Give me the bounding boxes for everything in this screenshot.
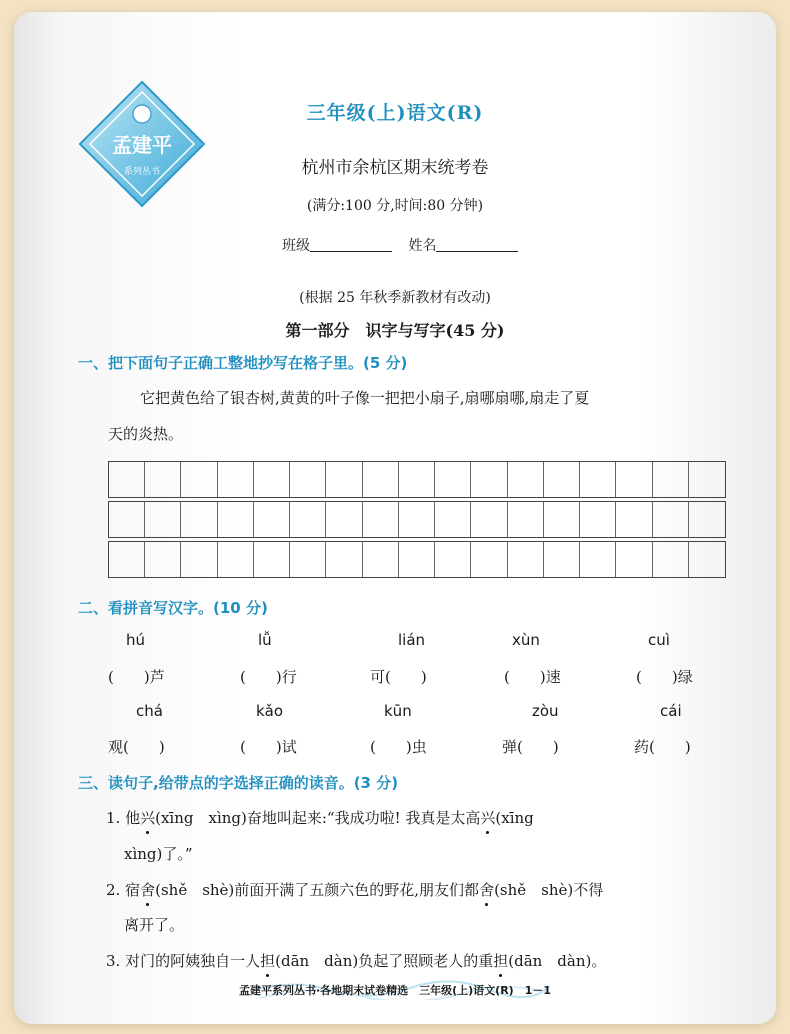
pinyin: xùn <box>512 631 540 649</box>
writing-grid-row-1[interactable] <box>108 461 726 498</box>
writing-grid-row-2[interactable] <box>108 501 726 538</box>
logo-name: 孟建平 <box>112 133 172 157</box>
word-blank[interactable]: ( )绿 <box>636 668 693 686</box>
dotted-char: 舍 <box>479 881 495 899</box>
writing-grid-row-3[interactable] <box>108 541 726 578</box>
question-3: 3. 对门的阿姨独自一人担(dān dàn)负起了照顾老人的重担(dān dàn)。 <box>106 952 607 970</box>
exam-subtitle: 杭州市余杭区期末统考卷 <box>301 158 489 178</box>
dotted-char: 担 <box>260 952 276 970</box>
word-blank[interactable]: 观( ) <box>108 738 165 756</box>
word-blank[interactable]: ( )速 <box>504 668 561 686</box>
exam-title: 三年级(上)语文(R) <box>306 102 484 124</box>
word-blank[interactable]: 弹( ) <box>502 738 559 756</box>
class-field[interactable] <box>310 238 392 252</box>
section1-line1: 它把黄色给了银杏树,黄黄的叶子像一把把小扇子,扇哪扇哪,扇走了夏 <box>140 389 590 407</box>
pinyin: cái <box>660 702 682 720</box>
word-blank[interactable]: ( )芦 <box>108 668 165 686</box>
word-blank[interactable]: ( )行 <box>240 668 297 686</box>
dotted-char: 兴 <box>140 809 156 827</box>
question-1: 1. 他兴(xīng xìng)奋地叫起来:“我成功啦! 我真是太高兴(xīng <box>106 809 534 827</box>
word-blank[interactable]: ( )试 <box>240 738 297 756</box>
page-footer: 孟建平系列丛书·各地期末试卷精选 三年级(上)语文(R) 1－1 <box>238 984 552 997</box>
part-title: 第一部分 识字与写字(45 分) <box>285 321 505 340</box>
question-1-line2: xìng)了。” <box>124 845 193 863</box>
logo-series: 系列丛书 <box>123 167 161 177</box>
edition-note: (根据 25 年秋季新教材有改动) <box>299 290 491 306</box>
pinyin: zòu <box>532 702 559 720</box>
student-info-row <box>282 235 530 255</box>
section3-heading: 三、读句子,给带点的字选择正确的读音。(3 分) <box>78 774 399 792</box>
class-label: 班级 <box>282 238 310 254</box>
pinyin: lǚ <box>258 631 272 649</box>
dotted-char: 兴 <box>480 809 496 827</box>
pinyin: kūn <box>384 702 412 720</box>
dotted-char: 舍 <box>140 881 156 899</box>
pinyin: lián <box>398 631 426 649</box>
word-blank[interactable]: 药( ) <box>634 738 691 756</box>
exam-meta: (满分:100 分,时间:80 分钟) <box>306 198 484 214</box>
name-label: 姓名 <box>408 238 437 254</box>
question-2-line2: 离开了。 <box>124 916 185 934</box>
pinyin: chá <box>136 702 163 720</box>
dotted-char: 担 <box>493 952 509 970</box>
pinyin: cuì <box>648 631 670 649</box>
section1-heading: 一、把下面句子正确工整地抄写在格子里。(5 分) <box>78 354 408 372</box>
name-field[interactable] <box>436 238 518 252</box>
question-2: 2. 宿舍(shě shè)前面开满了五颜六色的野花,朋友们都舍(shě shè)不得 <box>106 881 604 899</box>
section1-line2: 天的炎热。 <box>108 425 184 443</box>
pinyin: hú <box>126 631 146 649</box>
word-blank[interactable]: 可( ) <box>370 668 427 686</box>
pinyin: kǎo <box>256 702 284 720</box>
section2-heading: 二、看拼音写汉字。(10 分) <box>78 599 268 617</box>
word-blank[interactable]: ( )虫 <box>370 738 427 756</box>
